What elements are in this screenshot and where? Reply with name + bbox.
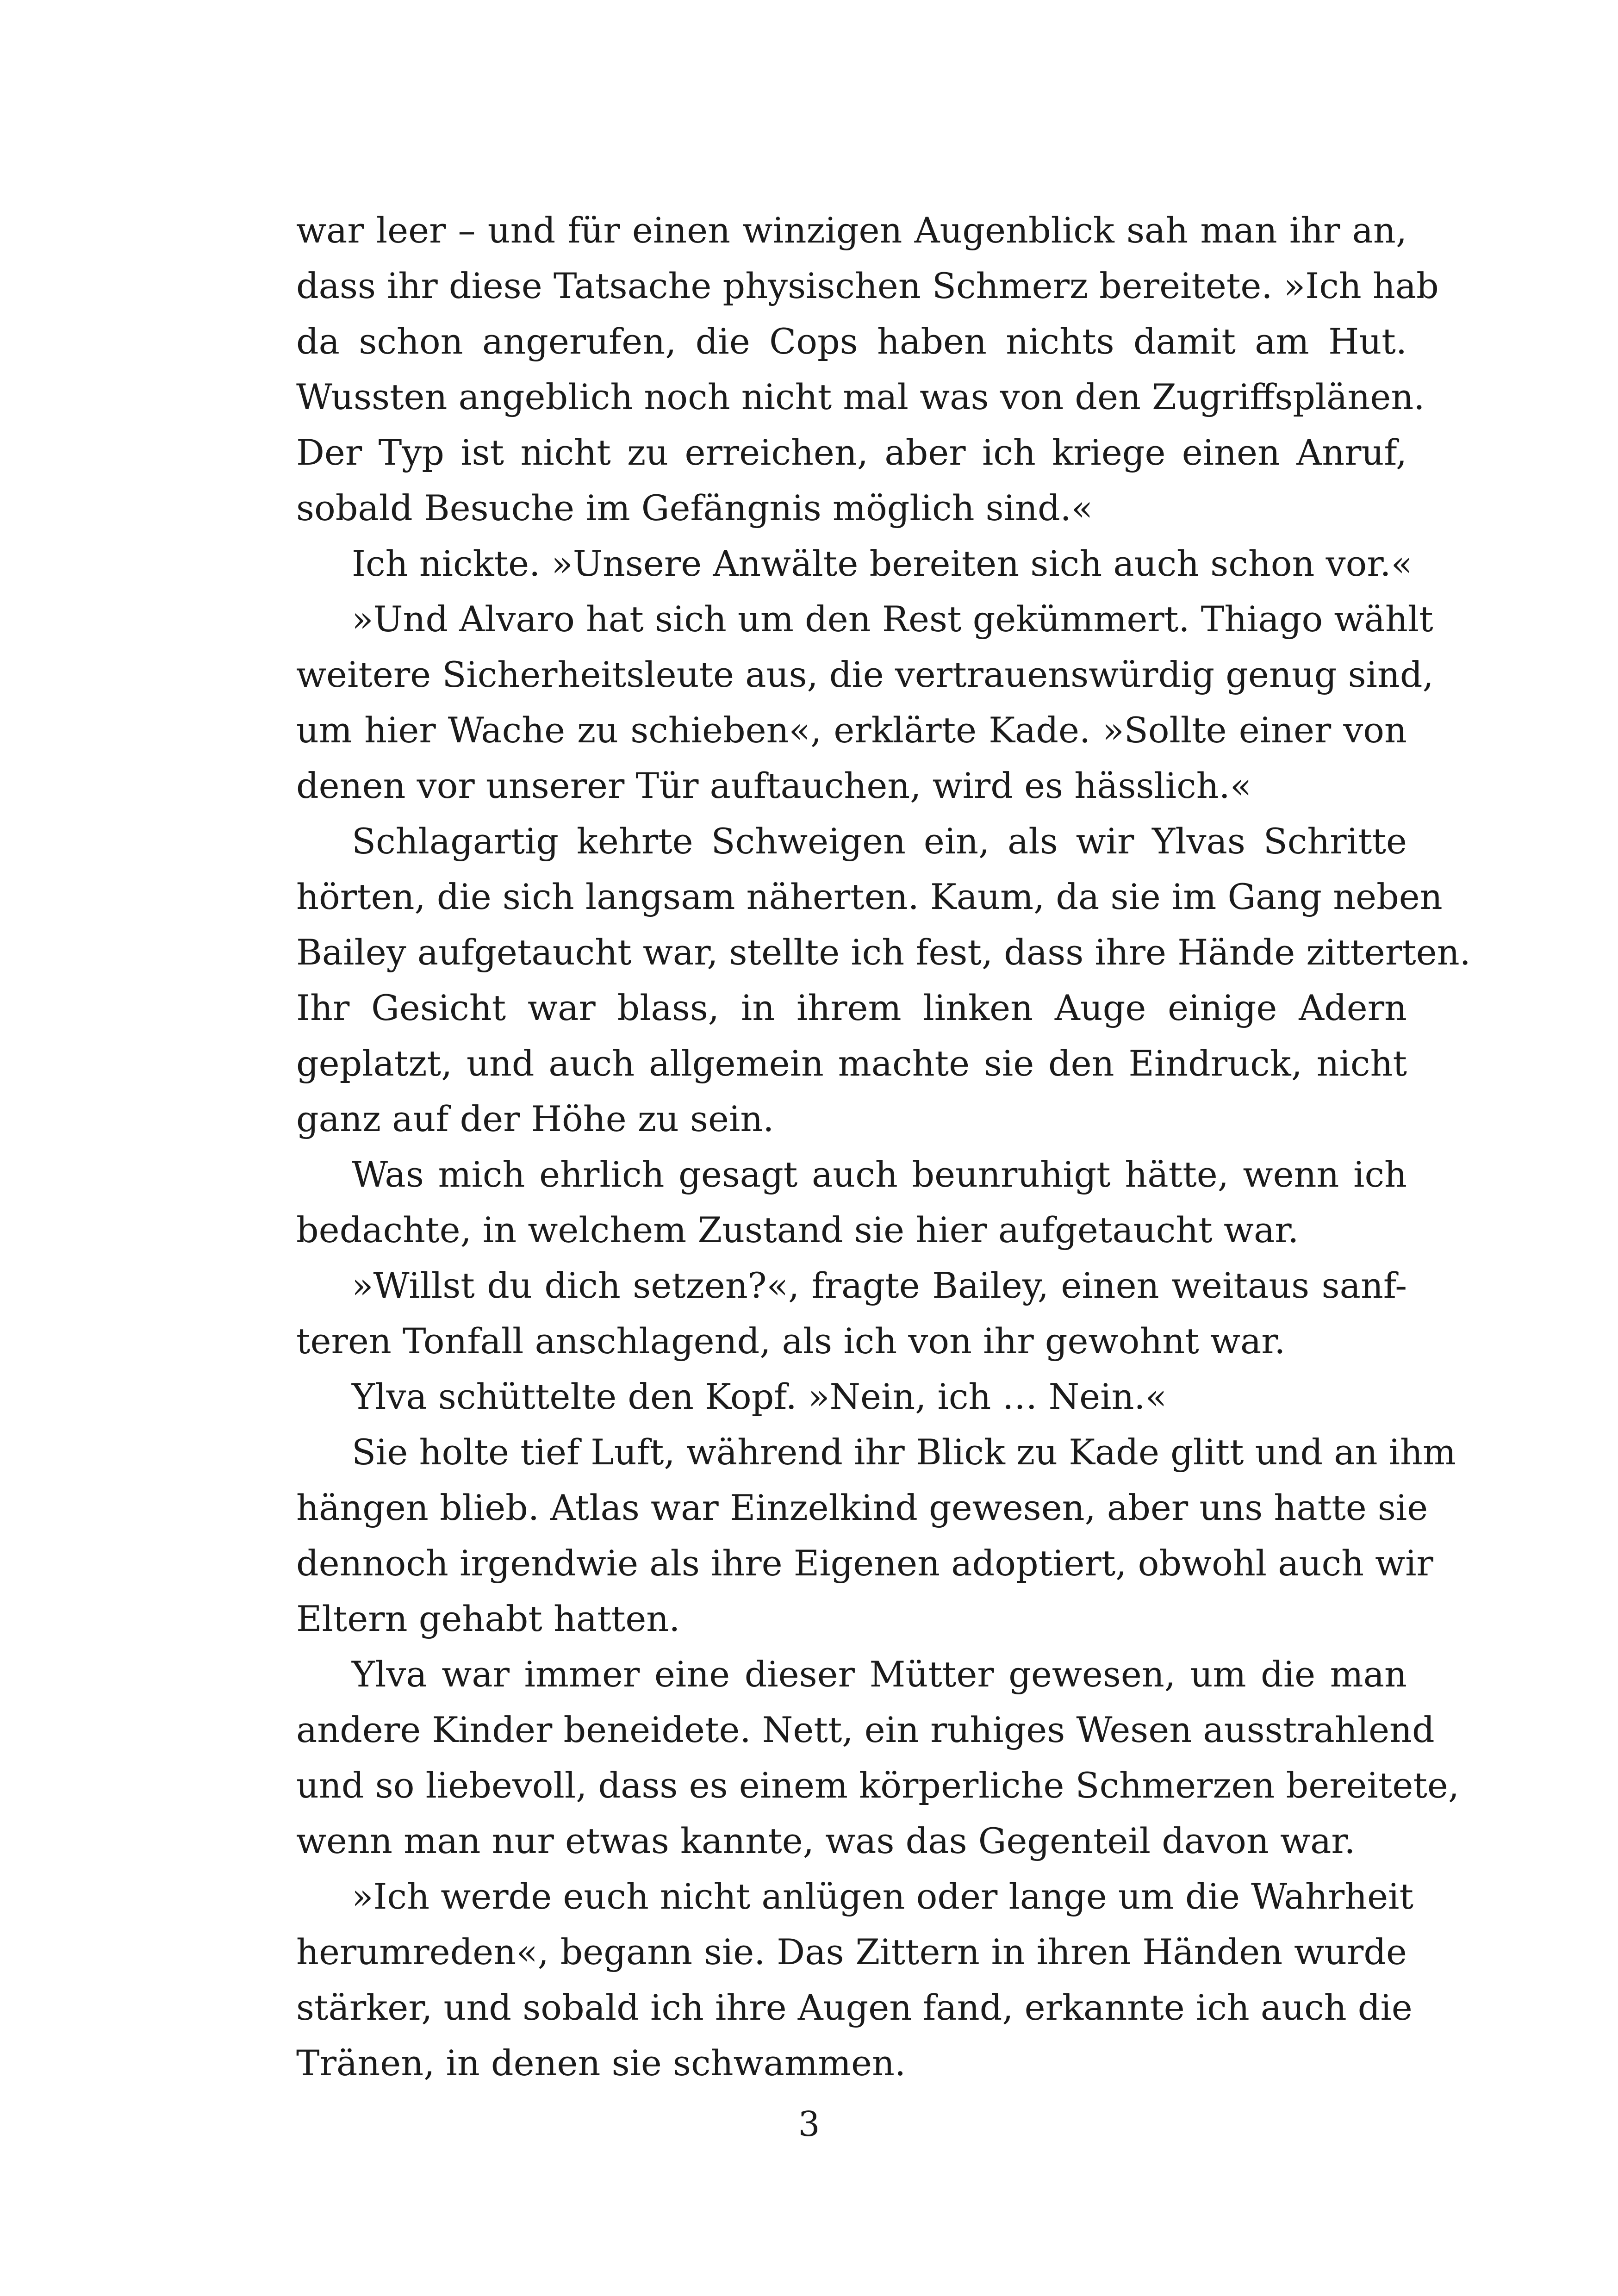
text-line: bedachte, in welchem Zustand sie hier aufgetaucht war. <box>296 1209 1299 1251</box>
text-line: Sie holte tief Luft, während ihr Blick zu Kade glitt und an ihm <box>352 1431 1456 1473</box>
text-line: Schlagartig kehrte Schweigen ein, als wir Ylvas Schritte <box>352 821 1407 862</box>
text-line: um hier Wache zu schieben«, erklärte Kade. »Sollte einer von <box>296 709 1407 751</box>
text-line: Eltern gehabt hatten. <box>296 1598 680 1639</box>
text-line: Ihr Gesicht war blass, in ihrem linken Auge einige Adern <box>296 987 1407 1028</box>
text-line: ganz auf der Höhe zu sein. <box>296 1098 774 1139</box>
text-line: Der Typ ist nicht zu erreichen, aber ich kriege einen Anruf, <box>296 432 1407 473</box>
text-line: teren Tonfall anschlagend, als ich von ihr gewohnt war. <box>296 1320 1286 1362</box>
text-line: herumreden«, begann sie. Das Zittern in ihren Händen wurde <box>296 1931 1407 1972</box>
text-line: dennoch irgendwie als ihre Eigenen adoptiert, obwohl auch wir <box>296 1543 1433 1584</box>
text-line: Tränen, in denen sie schwammen. <box>296 2042 906 2084</box>
text-line: stärker, und sobald ich ihre Augen fand, erkannte ich auch die <box>296 1987 1413 2028</box>
body-text <box>296 203 1471 2091</box>
text-line: »Willst du dich setzen?«, fragte Bailey, einen weitaus sanf- <box>352 1265 1407 1306</box>
text-line: war leer – und für einen winzigen Augenblick sah man ihr an, <box>296 210 1407 251</box>
text-line: sobald Besuche im Gefängnis möglich sind.« <box>296 487 1093 529</box>
text-line: geplatzt, und auch allgemein machte sie den Eindruck, nicht <box>296 1043 1407 1084</box>
text-line: hörten, die sich langsam näherten. Kaum, da sie im Gang neben <box>296 876 1443 917</box>
text-line: Bailey aufgetaucht war, stellte ich fest, dass ihre Hände zitterten. <box>296 932 1471 973</box>
text-line: »Und Alvaro hat sich um den Rest gekümmert. Thiago wählt <box>352 598 1433 640</box>
text-line: andere Kinder beneidete. Nett, ein ruhiges Wesen ausstrahlend <box>296 1709 1435 1750</box>
text-line: Ylva war immer eine dieser Mütter gewesen, um die man <box>352 1654 1407 1695</box>
text-line: Ylva schüttelte den Kopf. »Nein, ich … Nein.« <box>352 1376 1167 1417</box>
text-line: wenn man nur etwas kannte, was das Gegenteil davon war. <box>296 1820 1356 1861</box>
text-line: dass ihr diese Tatsache physischen Schmerz bereitete. »Ich hab <box>296 265 1439 306</box>
text-line: denen vor unserer Tür auftauchen, wird es hässlich.« <box>296 765 1252 806</box>
text-line: Was mich ehrlich gesagt auch beunruhigt hätte, wenn ich <box>352 1154 1407 1195</box>
text-line: und so liebevoll, dass es einem körperliche Schmerzen bereitete, <box>296 1765 1460 1806</box>
text-line: da schon angerufen, die Cops haben nichts damit am Hut. <box>296 321 1407 362</box>
page-number: 3 <box>798 2104 820 2144</box>
text-line: weitere Sicherheitsleute aus, die vertrauenswürdig genug sind, <box>296 654 1434 695</box>
text-line: »Ich werde euch nicht anlügen oder lange um die Wahrheit <box>352 1876 1413 1917</box>
text-line: Ich nickte. »Unsere Anwälte bereiten sich auch schon vor.« <box>352 543 1413 584</box>
text-line: Wussten angeblich noch nicht mal was von den Zugriffsplänen. <box>296 376 1425 417</box>
text-line: hängen blieb. Atlas war Einzelkind gewesen, aber uns hatte sie <box>296 1487 1428 1528</box>
